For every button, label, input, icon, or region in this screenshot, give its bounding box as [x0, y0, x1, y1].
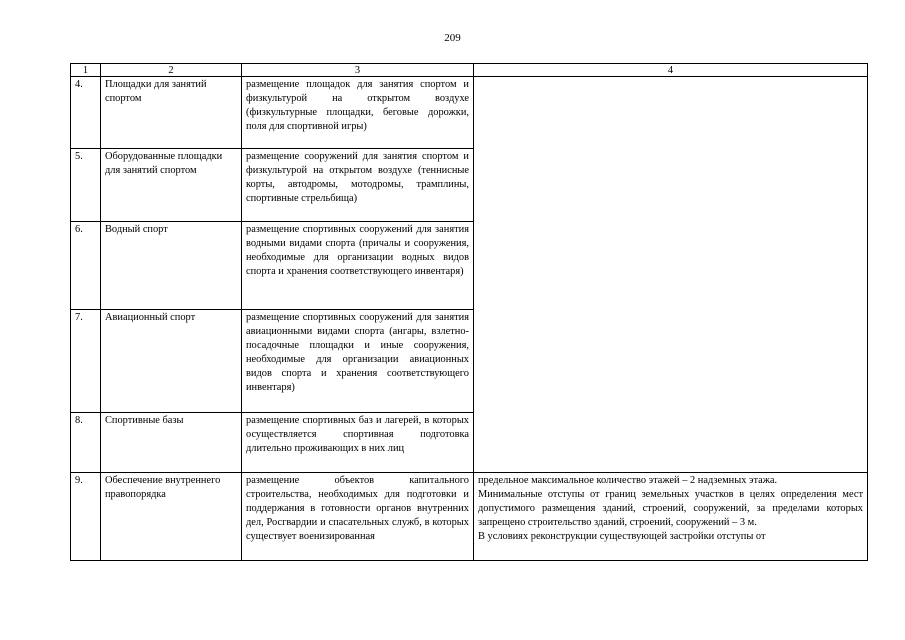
row-number: 7. — [71, 310, 101, 413]
page-number: 209 — [444, 32, 461, 44]
row-description-text: размещение сооружений для занятия спортом и физкультурой на открытом воздухе (теннисные корты, автодромы, мотодромы, трамплины, спортивные стрельбища) — [246, 151, 469, 204]
row-number: 9. — [71, 473, 101, 561]
row-number: 4. — [71, 77, 101, 149]
row-description — [242, 310, 474, 413]
row-name: Спортивные базы — [101, 413, 242, 473]
row-description — [242, 149, 474, 222]
row-name: Обеспечение внутреннего правопорядка — [101, 473, 242, 561]
row-number: 6. — [71, 222, 101, 310]
row-description-text: размещение объектов капитального строительства, необходимых для подготовки и поддержания в готовности органов внутренних дел, Росгвардии и спасательных служб, в которых существует военизированная — [246, 475, 469, 542]
parameter-paragraph: В условиях реконструкции существующей застройки отступы от — [478, 531, 766, 542]
table-row — [71, 473, 868, 561]
table-row — [71, 77, 868, 149]
row-name: Оборудованные площадки для занятий спортом — [101, 149, 242, 222]
header-cell: 1 — [71, 64, 101, 77]
row-parameters-empty — [474, 77, 868, 473]
row-description-text: размещение площадок для занятия спортом и физкультурой на открытом воздухе (физкультурные площадки, беговые дорожки, поля для спортивной игры) — [246, 79, 469, 132]
row-description — [242, 222, 474, 310]
row-description-text: размещение спортивных сооружений для занятия водными видами спорта (причалы и сооружения, необходимые для организации водных видов спорта и хранения соответствующего инвентаря) — [246, 224, 469, 277]
row-description-text: размещение спортивных сооружений для занятия авиационными видами спорта (ангары, взлетно-посадочные площадки и иные сооружения, необходимые для организации авиационных видов спорта и хранения соответствующего инвентаря) — [246, 312, 469, 393]
row-parameters — [474, 473, 868, 561]
row-description — [242, 77, 474, 149]
parameter-paragraph: предельное максимальное количество этажей – 2 надземных этажа. — [478, 475, 778, 486]
row-name: Площадки для занятий спортом — [101, 77, 242, 149]
row-name: Авиационный спорт — [101, 310, 242, 413]
table-header-row — [71, 64, 868, 77]
land-use-table — [70, 63, 868, 561]
header-cell: 4 — [474, 64, 868, 77]
header-cell: 3 — [242, 64, 474, 77]
row-description-text: размещение спортивных баз и лагерей, в которых осуществляется спортивная подготовка длительно проживающих в них лиц — [246, 415, 469, 454]
row-description — [242, 473, 474, 561]
row-number: 8. — [71, 413, 101, 473]
row-name: Водный спорт — [101, 222, 242, 310]
row-description — [242, 413, 474, 473]
parameter-paragraph: Минимальные отступы от границ земельных участков в целях определения мест допустимого размещения зданий, строений, сооружений, за пределами которых запрещено строительство зданий, строений, сооружений – 3 м. — [478, 489, 863, 528]
row-number: 5. — [71, 149, 101, 222]
header-cell: 2 — [101, 64, 242, 77]
